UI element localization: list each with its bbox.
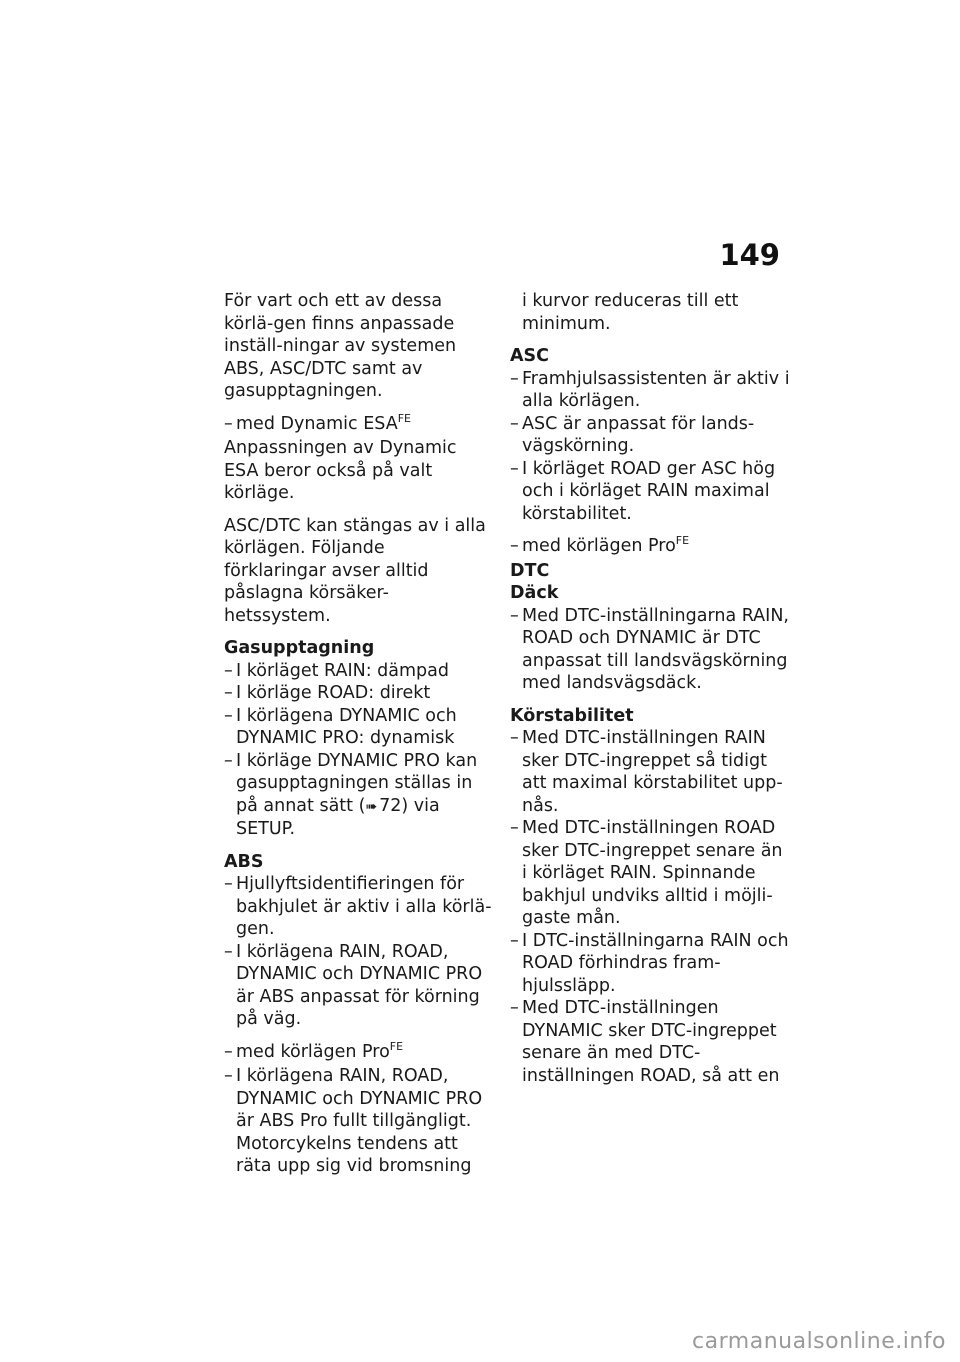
condition-dynamic-esa	[224, 413, 492, 436]
condition-pro-modes	[224, 1041, 492, 1064]
list-item: – I körlägena RAIN, ROAD, DYNAMIC och DYNAMIC PRO är ABS Pro fullt tillgängligt. Motorcykelns tendens att räta upp sig vid bromsning	[224, 1065, 492, 1178]
heading-abs: ABS	[224, 851, 264, 872]
list-item: – I körläge ROAD: direkt	[224, 682, 492, 705]
list-item: – Med DTC-inställningen DYNAMIC sker DTC-ingreppet senare än med DTC-inställningen ROAD, så att en	[510, 997, 790, 1087]
list-item: – Med DTC-inställningarna RAIN, ROAD och DYNAMIC är DTC anpassat till landsvägskörning med landsvägsdäck.	[510, 605, 790, 695]
abs-pro-continued: i kurvor reduceras till ett minimum.	[522, 291, 739, 334]
heading-tyres: Däck	[510, 583, 559, 603]
list-item-setup-reference: – I körläge DYNAMIC PRO kan gasupptagningen ställas in på annat sätt (➠ 72) via SETUP.	[224, 750, 492, 841]
list-item: – Hjullyftsidentifieringen för bakhjulet är aktiv i alla körlä-gen.	[224, 873, 492, 941]
esa-paragraph: Anpassningen av Dynamic ESA beror också på valt körläge.	[224, 438, 457, 503]
heading-stability: Körstabilitet	[510, 705, 634, 726]
arrow-right-icon: ➠	[365, 798, 378, 815]
list-item: – Med DTC-inställningen ROAD sker DTC-ingreppet senare än i körläget RAIN. Spinnande bakhjul undviks alltid i möjli-gaste mån.	[510, 817, 790, 930]
gas-list	[224, 660, 492, 841]
asc-dtc-paragraph: ASC/DTC kan stängas av i alla körlägen. Följande förklaringar avser alltid påslagna körsäker-hetssystem.	[224, 515, 486, 626]
heading-dtc: DTC	[510, 560, 550, 581]
list-item: – Med DTC-inställningen RAIN sker DTC-ingreppet så tidigt att maximal körstabilitet upp-nås.	[510, 727, 790, 817]
right-column	[510, 290, 790, 1087]
left-column	[224, 290, 492, 1178]
footer-watermark: carmanualsonline.info	[692, 1329, 946, 1354]
list-item: – I körläget ROAD ger ASC hög och i körläget RAIN maximal körstabilitet.	[510, 458, 790, 526]
condition-label: med körlägen Pro	[236, 1041, 390, 1062]
stability-list	[510, 727, 790, 1087]
heading-gasupptagning: Gasupptagning	[224, 638, 375, 658]
list-item: – ASC är anpassat för lands-vägskörning.	[510, 413, 790, 458]
list-item: – I körlägena DYNAMIC och DYNAMIC PRO: dynamisk	[224, 705, 492, 750]
abs-pro-list	[224, 1065, 492, 1178]
intro-paragraph: För vart och ett av dessa körlä-gen finns anpassade inställ-ningar av systemen ABS, ASC/DTC samt av gasupptagningen.	[224, 291, 457, 401]
list-item: – I körläget RAIN: dämpad	[224, 660, 492, 683]
fe-superscript: FE	[397, 411, 411, 425]
abs-list	[224, 873, 492, 1031]
page-reference-link[interactable]: 72	[379, 795, 402, 816]
heading-asc: ASC	[510, 346, 549, 366]
list-item: – Framhjulsassistenten är aktiv i alla körlägen.	[510, 368, 790, 413]
fe-superscript: FE	[389, 1039, 404, 1053]
fe-superscript: FE	[675, 534, 690, 548]
asc-list	[510, 368, 790, 526]
list-item: – I körlägena RAIN, ROAD, DYNAMIC och DYNAMIC PRO är ABS anpassat för körning på väg.	[224, 941, 492, 1031]
condition-pro-modes	[510, 535, 790, 558]
tyres-list	[510, 605, 790, 695]
condition-label: med Dynamic ESA	[236, 413, 398, 434]
page-number: 149	[719, 238, 780, 272]
list-item: – I DTC-inställningarna RAIN och ROAD förhindras fram-hjulssläpp.	[510, 930, 790, 998]
condition-label: med körlägen Pro	[522, 536, 676, 556]
